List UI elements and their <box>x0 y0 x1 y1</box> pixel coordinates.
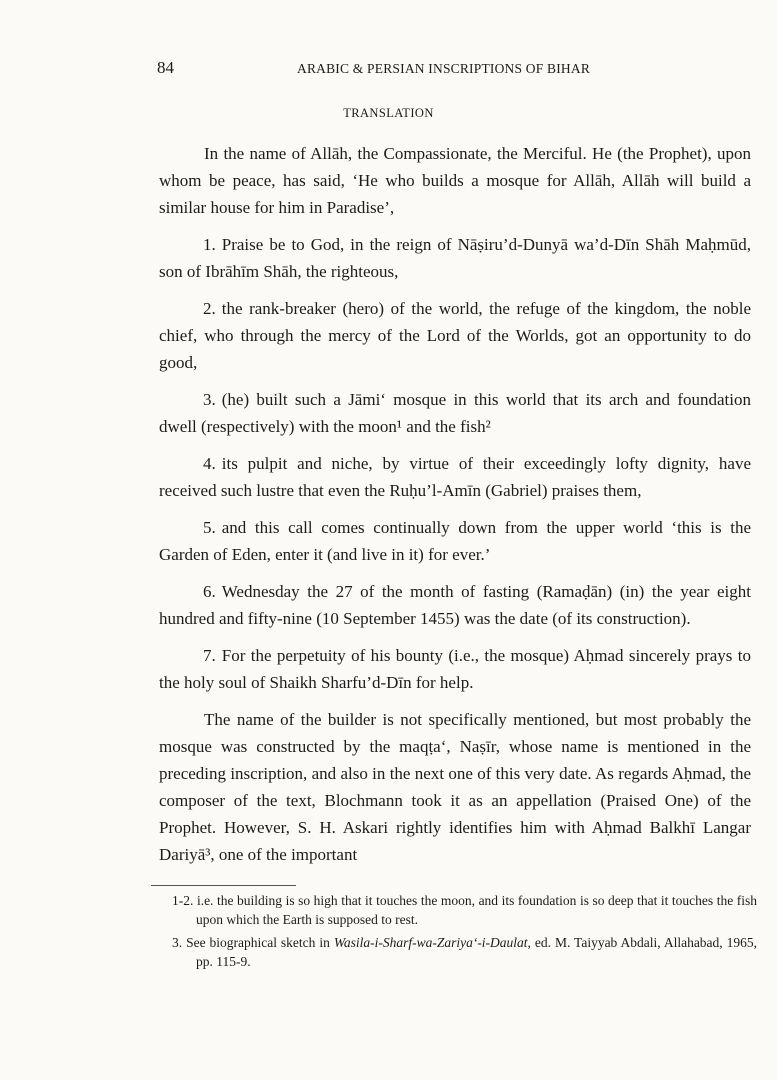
paragraph-6 <box>159 578 751 632</box>
paragraph-text: the rank-breaker (hero) of the world, the refuge of the kingdom, the noble chief, who through the mercy of the Lord of the Worlds, got an opportunity to do good, <box>159 299 751 372</box>
paragraph-text: The name of the builder is not specifically mentioned, but most probably the mosque was constructed by the maqṭa‘, Naṣīr, whose name is mentioned in the preceding inscription, and also in the next one of this very date. As regards Aḥmad, the composer of the text, Blochmann took it as an appellation (Praised One) of the Prophet. However, S. H. Askari rightly identifies him with Aḥmad Balkhī Langar Dariyā³, one of the important <box>159 710 751 864</box>
paragraph-text: For the perpetuity of his bounty (i.e., the mosque) Aḥmad sincerely prays to the holy soul of Shaikh Sharfu’d-Dīn for help. <box>159 646 751 692</box>
paragraph-number: 7. <box>203 646 216 665</box>
paragraph-text: Wednesday the 27 of the month of fasting (Ramaḍān) (in) the year eight hundred and fifty-nine (10 September 1455) was the date (of its construction). <box>159 582 751 628</box>
paragraph-3 <box>159 386 751 440</box>
paragraph-text: In the name of Allāh, the Compassionate, the Merciful. He (the Prophet), upon whom be peace, has said, ‘He who builds a mosque for Allāh, Allāh will build a similar house for him in Paradise’, <box>159 144 751 217</box>
page-header <box>157 58 757 82</box>
paragraph-commentary <box>159 706 751 868</box>
footnote-text: See biographical sketch in <box>186 935 334 950</box>
paragraph-text: and this call comes continually down from the upper world ‘this is the Garden of Eden, enter it (and live in it) for ever.’ <box>159 518 751 564</box>
paragraph-number: 6. <box>203 582 216 601</box>
paragraph-1 <box>159 231 751 285</box>
paragraph-text: its pulpit and niche, by virtue of their exceedingly lofty dignity, have received such lustre that even the Ruḥu’l-Amīn (Gabriel) praises them, <box>159 454 751 500</box>
paragraph-number: 1. <box>203 235 216 254</box>
page-number: 84 <box>157 58 174 77</box>
footnote-text: i.e. the building is so high that it touches the moon, and its foundation is so deep that it touches the fish upon which the Earth is supposed to rest. <box>196 893 758 927</box>
paragraph-intro <box>159 140 751 221</box>
paragraph-5 <box>159 514 751 568</box>
paragraph-2 <box>159 295 751 376</box>
paragraph-text: Praise be to God, in the reign of Nāṣiru’d-Dunyā wa’d-Dīn Shāh Maḥmūd, son of Ibrāhīm Shāh, the righteous, <box>159 235 751 281</box>
footnote-3 <box>172 933 757 971</box>
footnote-mark: 3. <box>172 935 183 950</box>
translation-body <box>159 140 751 878</box>
paragraph-number: 4. <box>203 454 216 473</box>
running-head: ARABIC & PERSIAN INSCRIPTIONS OF BIHAR <box>297 61 591 76</box>
footnote-mark: 1-2. <box>172 893 194 908</box>
footnote-1-2 <box>172 891 757 929</box>
paragraph-7 <box>159 642 751 696</box>
footnote-rule <box>151 885 296 886</box>
paragraph-number: 3. <box>203 390 216 409</box>
paragraph-number: 5. <box>203 518 216 537</box>
footnotes <box>172 891 757 975</box>
paragraph-4 <box>159 450 751 504</box>
section-title: TRANSLATION <box>343 106 434 120</box>
paragraph-number: 2. <box>203 299 216 318</box>
paragraph-text: (he) built such a Jāmi‘ mosque in this world that its arch and foundation dwell (respectively) with the moon¹ and the fish² <box>159 390 751 436</box>
footnote-source-title: Wasila-i-Sharf-wa-Zariya‘-i-Daulat, <box>333 935 531 950</box>
footnote-text: ed. M. Taiyyab Abdali, Allahabad, 1965, pp. 115-9. <box>196 935 757 969</box>
